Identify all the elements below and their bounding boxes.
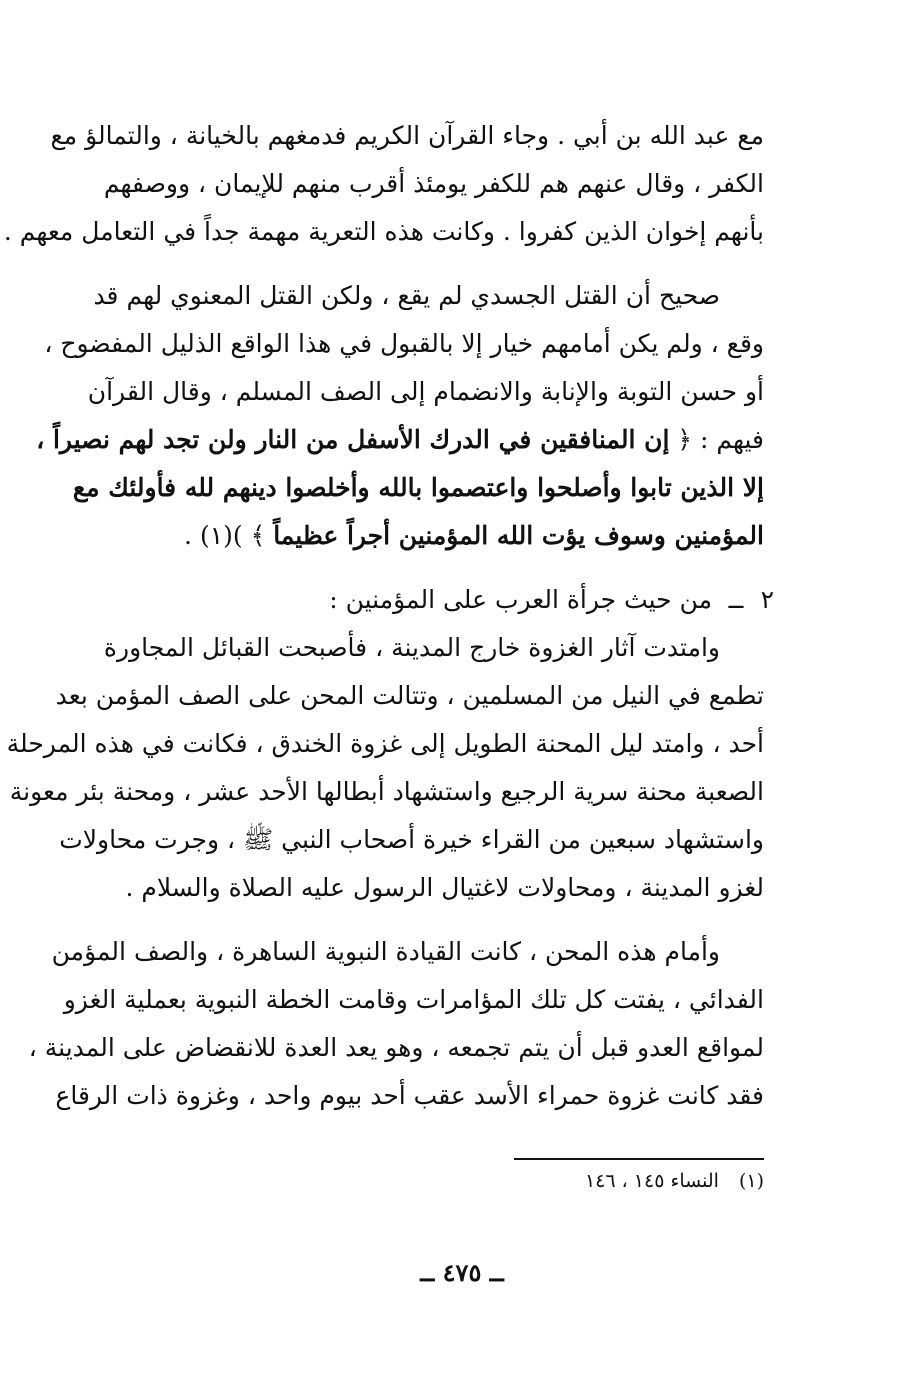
footnote-text: النساء ١٤٥ ، ١٤٦ bbox=[584, 1170, 719, 1192]
text-line: الصعبة محنة سرية الرجيع واستشهاد أبطالها الأحد عشر ، ومحنة بئر معونة bbox=[9, 777, 764, 806]
text-line: لمواقع العدو قبل أن يتم تجمعه ، وهو يعد العدة للانقضاض على المدينة ، bbox=[28, 1033, 764, 1062]
paragraph-3 bbox=[6, 624, 764, 912]
section-number: ٢ bbox=[760, 585, 774, 614]
quote-close-footnote-ref: ﴾ )(١) . bbox=[184, 521, 274, 550]
quran-quote: المؤمنين وسوف يؤت الله المؤمنين أجراً عظيماً bbox=[273, 521, 764, 550]
footnote bbox=[164, 1166, 764, 1196]
text-line: وامتدت آثار الغزوة خارج المدينة ، فأصبحت القبائل المجاورة bbox=[103, 633, 720, 662]
text-line: واستشهاد سبعين من القراء خيرة أصحاب النبي ﷺ ، وجرت محاولات bbox=[59, 825, 764, 854]
text-line-with-quote bbox=[36, 416, 764, 464]
text-line: وقع ، ولم يكن أمامهم خيار إلا بالقبول في هذا الواقع الذليل المفضوح ، bbox=[44, 329, 764, 358]
text-line: فقد كانت غزوة حمراء الأسد عقب أحد بيوم واحد ، وغزوة ذات الرقاع bbox=[55, 1081, 764, 1110]
footnote-mark: (١) bbox=[738, 1170, 764, 1192]
text-line: لغزو المدينة ، ومحاولات لاغتيال الرسول عليه الصلاة والسلام . bbox=[125, 873, 764, 902]
text-line: أحد ، وامتد ليل المحنة الطويل إلى غزوة الخندق ، فكانت في هذه المرحلة bbox=[6, 729, 764, 758]
text-line: أو حسن التوبة والإنابة والانضمام إلى الصف المسلم ، وقال القرآن bbox=[87, 377, 764, 406]
text-line-with-quote bbox=[164, 512, 764, 560]
text-line: مع عبد الله بن أبي . وجاء القرآن الكريم فدمغهم بالخيانة ، والتمالؤ مع bbox=[50, 121, 764, 150]
quran-quote: إن المنافقين في الدرك الأسفل من النار ولن تجد لهم نصيراً ، bbox=[36, 425, 670, 454]
quote-intro: فيهم : ﴿ bbox=[669, 425, 764, 454]
page-body bbox=[3, 112, 774, 1120]
paragraph-2 bbox=[36, 272, 764, 560]
text-line: وأمام هذه المحن ، كانت القيادة النبوية الساهرة ، والصف المؤمن bbox=[51, 937, 720, 966]
quran-quote: إلا الذين تابوا وأصلحوا واعتصموا بالله وأخلصوا دينهم لله فأولئك مع bbox=[72, 473, 764, 502]
paragraph-1 bbox=[3, 112, 764, 256]
footnote-divider bbox=[514, 1158, 764, 1160]
section-heading bbox=[164, 576, 774, 624]
page-number: ــ ٤٧٥ ــ bbox=[420, 1258, 504, 1287]
paragraph-4 bbox=[28, 928, 764, 1120]
text-line: صحيح أن القتل الجسدي لم يقع ، ولكن القتل المعنوي لهم قد bbox=[93, 281, 720, 310]
text-line: تطمع في النيل من المسلمين ، وتتالت المحن على الصف المؤمن بعد bbox=[55, 681, 764, 710]
text-line: الكفر ، وقال عنهم هم للكفر يومئذ أقرب منهم للإيمان ، ووصفهم bbox=[103, 169, 764, 198]
text-line: الفدائي ، يفتت كل تلك المؤامرات وقامت الخطة النبوية بعملية الغزو bbox=[63, 985, 764, 1014]
section-dash: ــ bbox=[728, 585, 744, 614]
section-title: من حيث جرأة العرب على المؤمنين : bbox=[329, 585, 712, 614]
text-line: بأنهم إخوان الذين كفروا . وكانت هذه التعرية مهمة جداً في التعامل معهم . bbox=[3, 217, 764, 246]
